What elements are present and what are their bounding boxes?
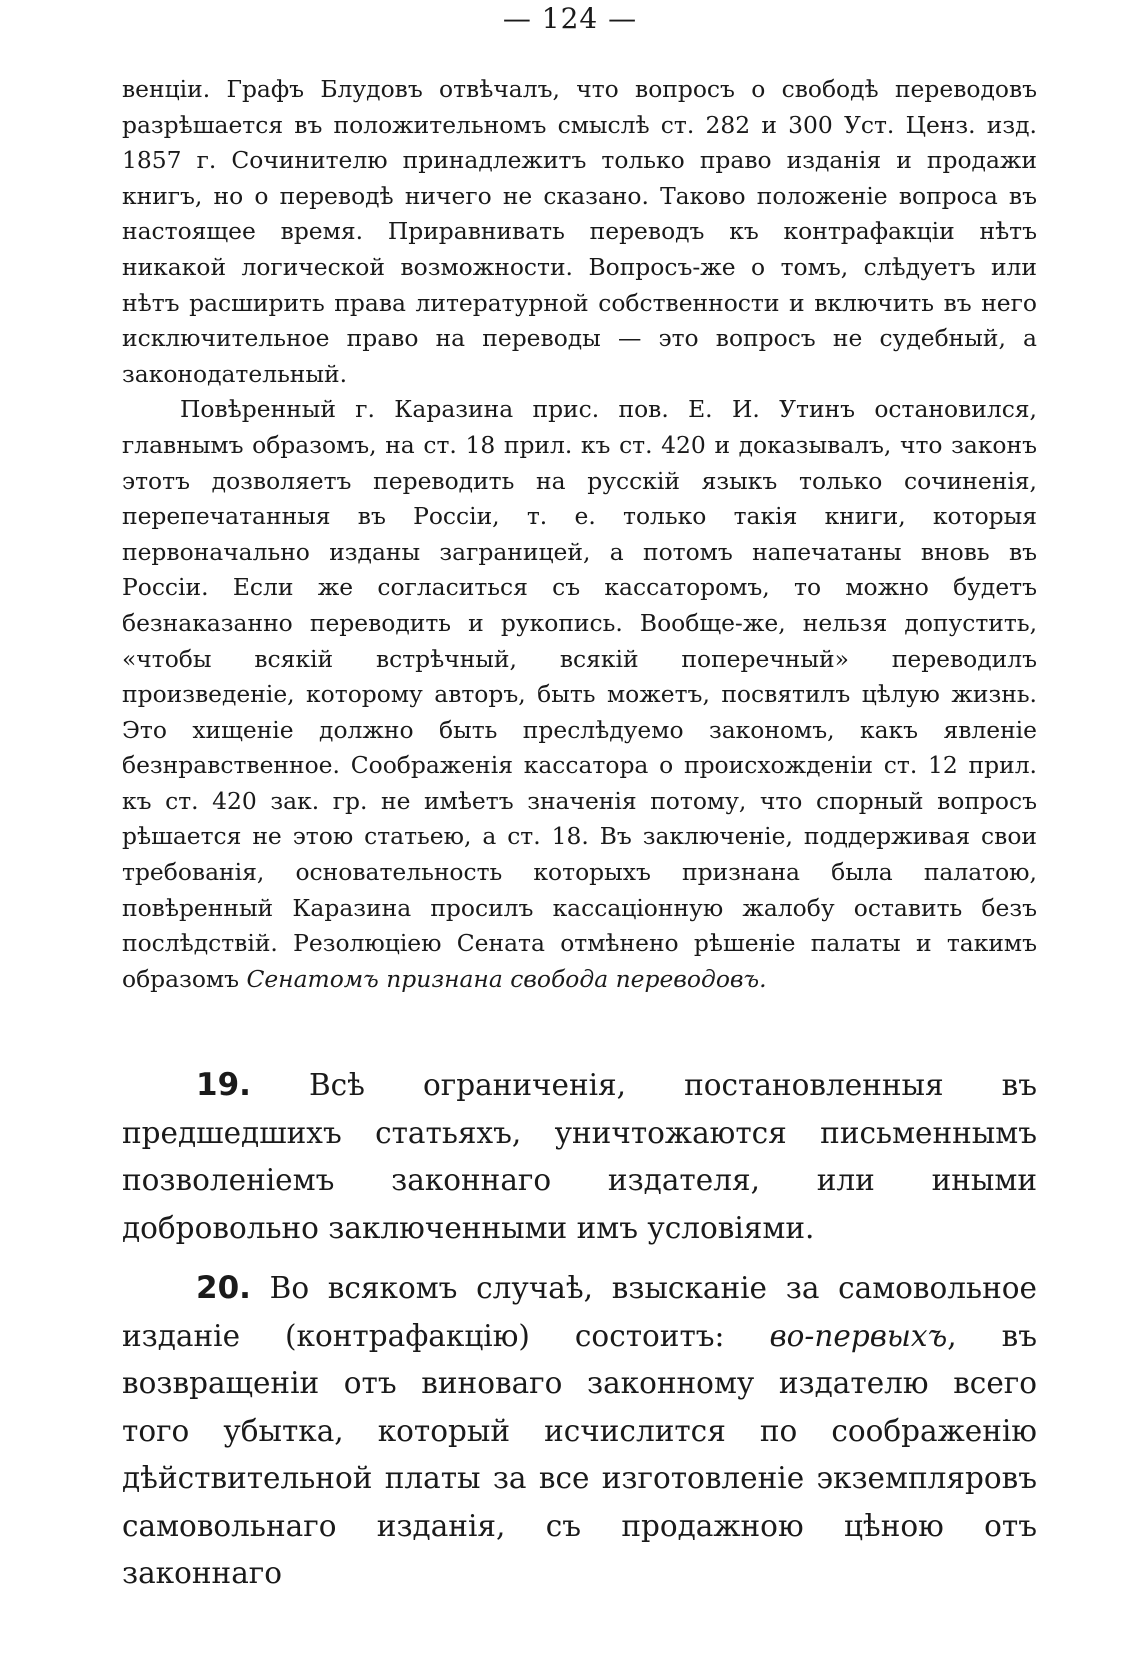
article-20-text-before: Во всякомъ случаѣ, взысканіе за самовольное изданіе (контрафакцію) состоитъ: — [122, 1271, 1037, 1353]
commentary-paragraph-2-text: Повѣренный г. Каразина прис. пов. Е. И. Утинъ остановился, главнымъ образомъ, на ст. 18 прил. къ ст. 420 и доказывалъ, что законъ этотъ дозволяетъ переводить на русскій языкъ только сочиненія, перепечатанныя въ Россіи, т. е. только такія книги, которыя первоначально изданы заграницей, а потомъ напечатаны вновь въ Россіи. Если же согласиться съ кассаторомъ, то можно будетъ безнаказанно переводить и рукопись. Вообще-же, нельзя допустить, «чтобы всякій встрѣчный, всякій поперечный» переводилъ произведеніе, которому авторъ, быть можетъ, посвятилъ цѣлую жизнь. Это хищеніе должно быть преслѣдуемо закономъ, какъ явленіе безнравственное. Соображенія кассатора о происхожденіи ст. 12 прил. къ ст. 420 зак. гр. не имѣетъ значенія потому, что спорный вопросъ рѣшается не этою статьею, а ст. 18. Въ заключеніе, поддерживая свои требованія, основательность которыхъ признана была палатою, повѣренный Каразина просилъ кассаціонную жалобу оставить безъ послѣдствій. Резолюціею Сената отмѣнено рѣшеніе палаты и такимъ образомъ — [122, 395, 1037, 993]
commentary-block — [122, 72, 1037, 997]
article-20-paragraph — [122, 1265, 1037, 1598]
article-19-paragraph — [122, 1062, 1037, 1252]
commentary-paragraph-1: венціи. Графъ Блудовъ отвѣчалъ, что вопросъ о свободѣ переводовъ разрѣшается въ положительномъ смыслѣ ст. 282 и 300 Уст. Ценз. изд. 1857 г. Сочинителю принадлежитъ только право изданія и продажи книгъ, но о переводѣ ничего не сказано. Таково положеніе вопроса въ настоящее время. Приравнивать переводъ къ контрафакціи нѣтъ никакой логической возможности. Вопросъ-же о томъ, слѣдуетъ или нѣтъ расширить права литературной собственности и включить въ него исключительное право на переводы — это вопросъ не судебный, а законодательный. — [122, 75, 1037, 388]
article-20-text-after: , въ возвращеніи отъ виноваго законному издателю всего того убытка, который исчислится по соображенію дѣйствительной платы за все изготовленіе экземпляровъ самовольнаго изданія, съ продажною цѣною отъ законнаго — [122, 1318, 1037, 1590]
commentary-paragraph-2 — [122, 392, 1037, 997]
commentary-paragraph-2-italic: Сенатомъ признана свобода переводовъ. — [246, 964, 767, 993]
article-20-italic: во-первыхъ — [769, 1318, 948, 1353]
article-19 — [122, 1062, 1037, 1252]
article-number: 19. — [196, 1067, 251, 1103]
article-20 — [122, 1265, 1037, 1598]
article-number: 20. — [196, 1270, 251, 1306]
page-number: — 124 — — [502, 2, 638, 35]
article-19-text: Всѣ ограниченія, постановленныя въ предшедшихъ статьяхъ, уничтожаются письменнымъ позволеніемъ законнаго издателя, или иными добровольно заключенными имъ условіями. — [122, 1068, 1037, 1245]
